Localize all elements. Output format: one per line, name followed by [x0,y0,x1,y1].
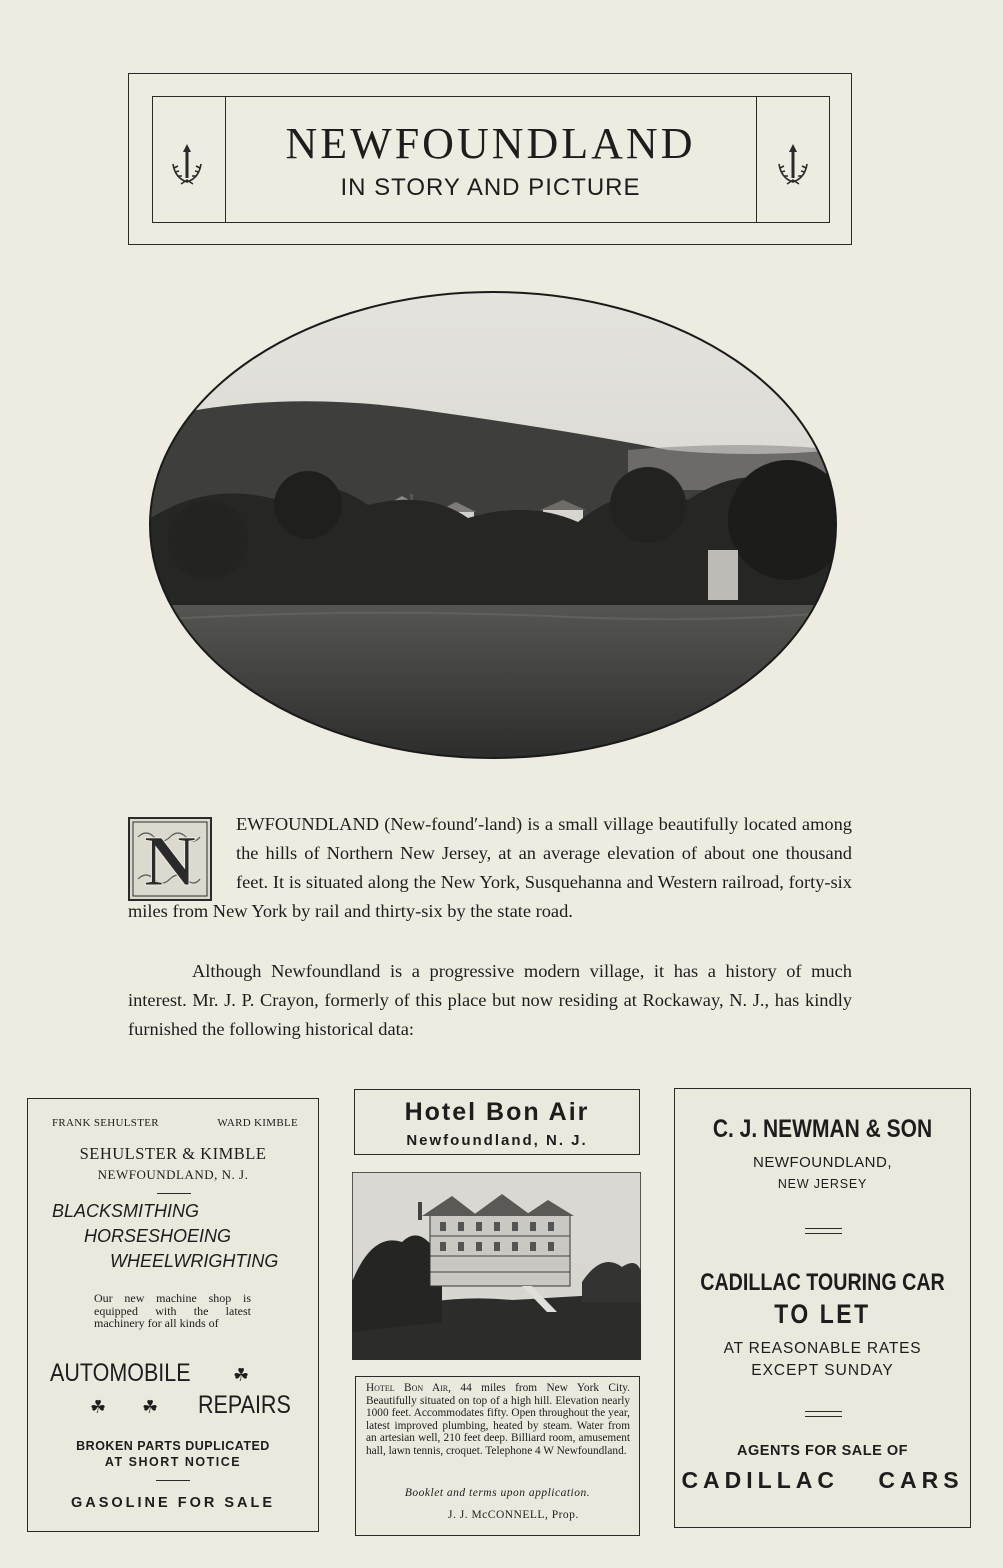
ad-right-sunday: EXCEPT SUNDAY [751,1362,894,1379]
clover-ornament-icon: ☘ [233,1365,250,1385]
ad-hotel-description-box [355,1376,640,1536]
title-divider-right [756,97,757,222]
ad-left-rule-2 [156,1480,190,1481]
ad-left-firm: SEHULSTER & KIMBLE [79,1144,267,1163]
torch-laurel-icon [169,140,205,188]
drop-cap-letter: N [144,821,196,901]
ad-right-town: NEWFOUNDLAND, [752,1154,892,1171]
ad-left-rule [157,1193,191,1194]
ad-left-machine-text: Our new machine shop is equipped with the latest machinery for all kinds of [94,1291,251,1330]
ad-left-service-3: WHEELWRIGHTING [110,1251,279,1271]
clover-ornament-icon: ☘ [90,1397,107,1417]
ad-right-rates: AT REASONABLE RATES [723,1340,922,1357]
clover-ornament-icon: ☘ [142,1397,159,1417]
ad-left-gasoline: GASOLINE FOR SALE [70,1495,276,1511]
article-paragraph-1 [128,810,852,926]
ad-left-broken-2: AT SHORT NOTICE [104,1455,242,1469]
ad-right-double-rule [805,1228,842,1234]
ad-hotel-town: Newfoundland, N. J. [406,1132,588,1149]
ad-hotel-description-text: , 44 miles from New York City. Beautifully situated on top of a high hill. Elevation nearly 1000 feet. Accommodates fifty. Open throughout the year, latest improved plumbing, heated by steam. Water from an artesian well, 210 feet deep. Billiard room, amusement hall, lawn tennis, croquet. Telephone 4 W Newfoundland. [366,1382,630,1457]
ad-right-double-rule-2 [805,1411,842,1417]
page-subtitle: IN STORY AND PICTURE [340,174,641,201]
ad-left-service-1: BLACKSMITHING [52,1201,200,1221]
ad-left-automobile: AUTOMOBILE [50,1359,191,1387]
ad-sehulster-kimble [27,1098,319,1532]
ad-right-state: NEW JERSEY [777,1177,868,1191]
torch-laurel-icon [775,140,811,188]
ad-hotel-proprietor: J. J. McCONNELL, Prop. [448,1509,579,1521]
hotel-photo [352,1172,641,1360]
ad-hotel-description [366,1382,630,1457]
ad-left-service-2: HORSESHOEING [84,1226,232,1246]
ad-right-to-let: TO LET [774,1299,871,1329]
article-paragraph-1-text: EWFOUNDLAND (New-found′-land) is a small village beautifully located among the hills of Northern New Jersey, at an average elevation of about one thousand feet. It is situated along the New York, Susquehanna and Western railroad, forty-six miles from New York by rail and thirty-six by the state road. [128,814,852,921]
page-title: NEWFOUNDLAND [285,119,696,168]
ad-right-cars: CADILLAC CARS [681,1467,964,1493]
ad-hotel-description-lead: Hotel Bon Air [366,1382,449,1394]
ad-hotel-booklet: Booklet and terms upon application. [404,1487,591,1499]
ad-right-firm: C. J. NEWMAN & SON [712,1115,933,1143]
ad-right-touring: CADILLAC TOURING CAR [700,1269,945,1296]
ad-left-town: NEWFOUNDLAND, N. J. [97,1167,249,1182]
ad-newman-son [674,1088,971,1528]
ad-left-broken-1: BROKEN PARTS DUPLICATED [76,1439,270,1453]
ad-left-name-1: FRANK SEHULSTER [52,1117,159,1129]
article-paragraph-2: Although Newfoundland is a progressive modern village, it has a history of much interest. Mr. J. P. Crayon, formerly of this place but now residing at Rockaway, N. J., has kindly furnished the following historical data: [128,961,852,1039]
ad-left-repairs: REPAIRS [198,1391,291,1419]
ad-hotel-name: Hotel Bon Air [404,1098,590,1126]
ad-hotel-header [354,1089,640,1155]
ad-right-agents: AGENTS FOR SALE OF [737,1443,908,1459]
ad-left-name-2: WARD KIMBLE [217,1117,298,1129]
landscape-photo [148,290,838,760]
